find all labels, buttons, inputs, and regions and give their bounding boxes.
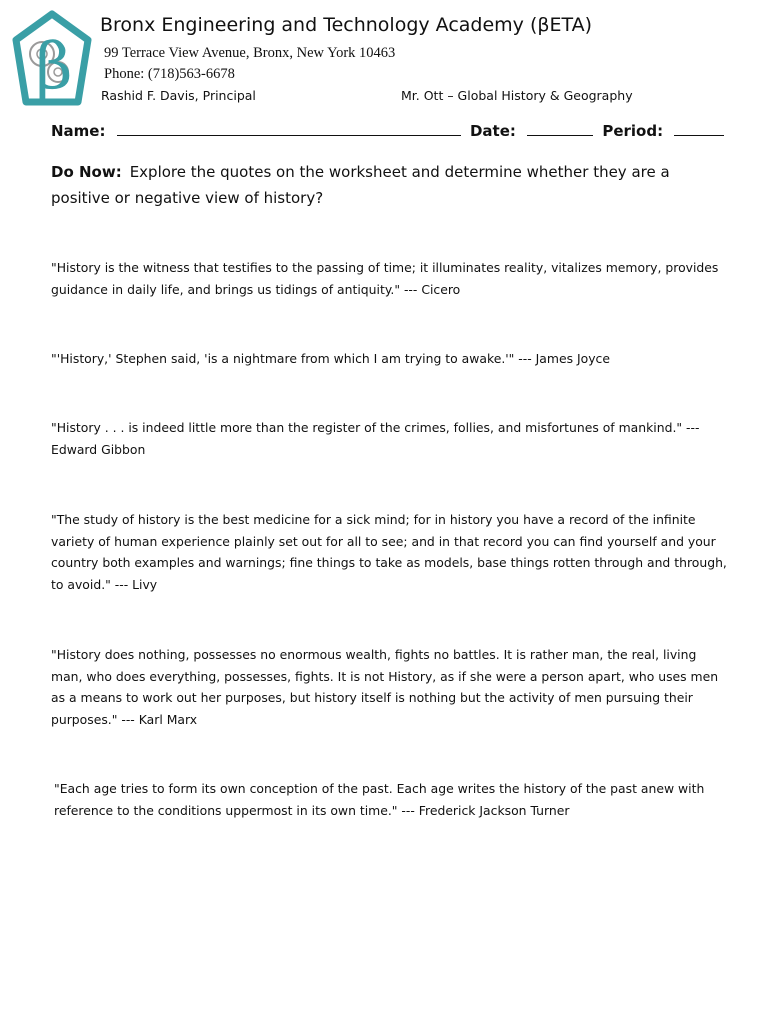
quote-marx: "History does nothing, possesses no enormous wealth, fights no battles. It is rather man, the real, living man, who does everything, possesses, fights. It is not History, as if she were a person apart, who uses men as a means to work out her purposes, but history itself is nothing but the activity of men pursuing their purposes." --- Karl Marx: [51, 647, 719, 727]
name-field[interactable]: [117, 121, 461, 136]
do-now-prompt: [51, 159, 731, 211]
date-label: Date:: [469, 122, 516, 140]
quote-joyce: "'History,' Stephen said, 'is a nightmare from which I am trying to awake.'" --- James Joyce: [51, 351, 610, 366]
name-label: Name:: [51, 122, 106, 140]
quote-gibbon: "History . . . is indeed little more than the register of the crimes, follies, and misfortunes of mankind." --- Edward Gibbon: [51, 420, 700, 457]
school-address: 99 Terrace View Avenue, Bronx, New York 10463: [104, 45, 396, 61]
principal-name: Rashid F. Davis, Principal: [101, 88, 256, 103]
beta-pentagon-logo-icon: [12, 10, 92, 110]
logo-letter: β: [35, 30, 73, 104]
quote-cicero: "History is the witness that testifies to the passing of time; it illuminates reality, vitalizes memory, provides guidance in daily life, and brings us tidings of antiquity." --- Cicero: [51, 260, 719, 297]
date-field[interactable]: [527, 121, 593, 136]
teacher-course: Mr. Ott – Global History & Geography: [401, 88, 633, 103]
quote-livy: "The study of history is the best medicine for a sick mind; for in history you have a record of the infinite variety of human experience plainly set out for all to see; and in that record you can find yourself and your country both examples and warnings; fine things to take as models, base things rotten through and through, to avoid." --- Livy: [51, 512, 727, 592]
school-phone: Phone: (718)563-6678: [104, 66, 235, 82]
school-name: Bronx Engineering and Technology Academy (βETA): [100, 14, 593, 36]
do-now-label: Do Now:: [51, 163, 122, 181]
period-label: Period:: [602, 122, 664, 140]
quote-turner: "Each age tries to form its own conception of the past. Each age writes the history of the past anew with reference to the conditions uppermost in its own time." --- Frederick Jackson Turner: [54, 781, 705, 818]
school-logo: [12, 10, 92, 110]
period-field[interactable]: [674, 121, 724, 136]
student-info-line: [51, 121, 728, 140]
do-now-text: Explore the quotes on the worksheet and determine whether they are a positive or negative view of history?: [51, 163, 670, 207]
